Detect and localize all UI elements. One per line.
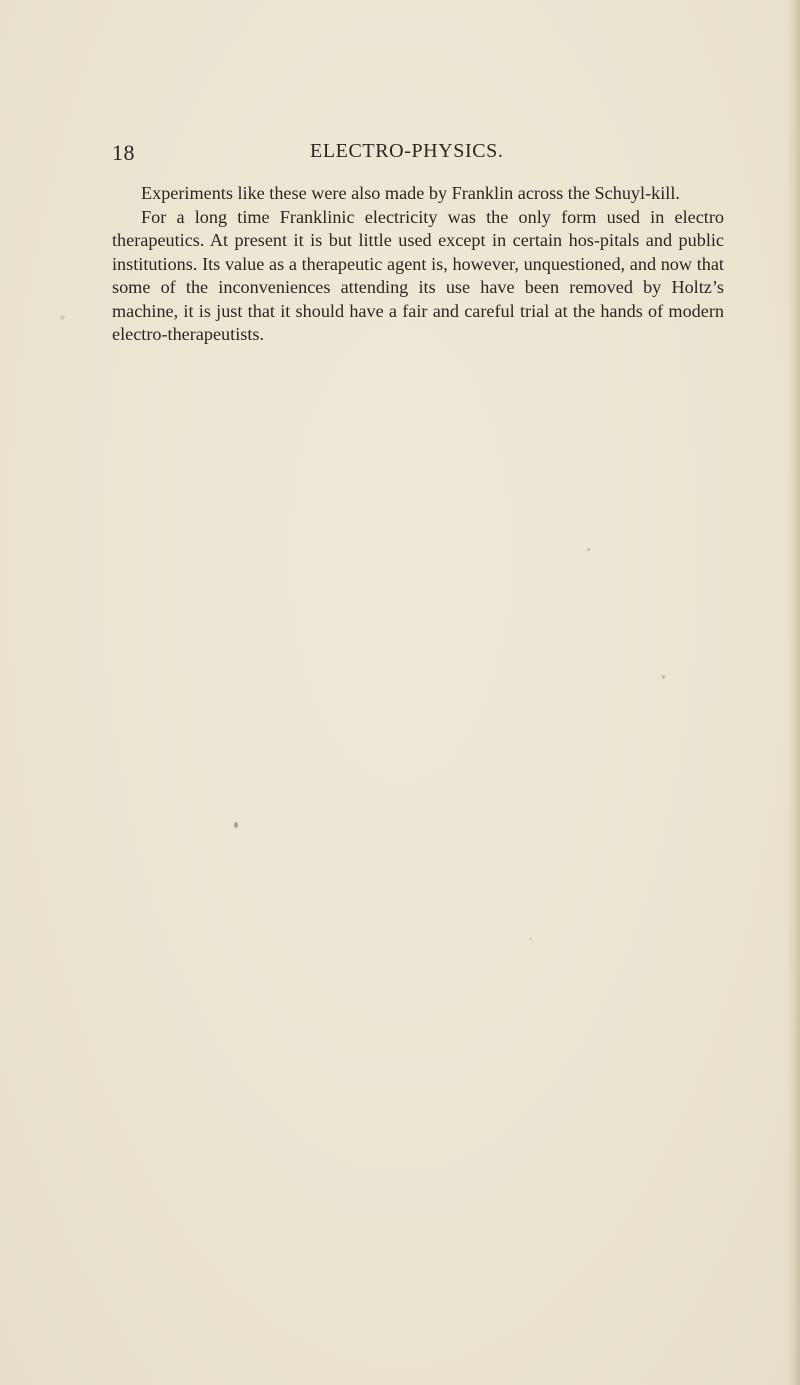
paper-speck [234,822,238,828]
paper-speck [60,315,65,320]
paragraph: For a long time Franklinic electricity was the only form used in electro therapeutics. At present it is but little used except in certain hos-pitals and public institutions. Its value as a therapeutic agent is, however, unquestioned, and now that some of the inconveniences attending its use have been removed by Holtz’s machine, it is just that it should have a fair and careful trial at the hands of modern electro-therapeutists. [112,206,724,344]
paragraph: Experiments like these were also made by Franklin across the Schuyl-kill. [141,183,680,203]
page-number: 18 [112,140,135,165]
running-head-title: ELECTRO-PHYSICS. [310,140,504,162]
paper-speck [587,548,590,551]
running-head [112,140,732,168]
paper-speck [530,938,532,940]
paper-speck [662,675,665,679]
page-edge-shadow [786,0,800,1385]
body-text [112,182,724,347]
